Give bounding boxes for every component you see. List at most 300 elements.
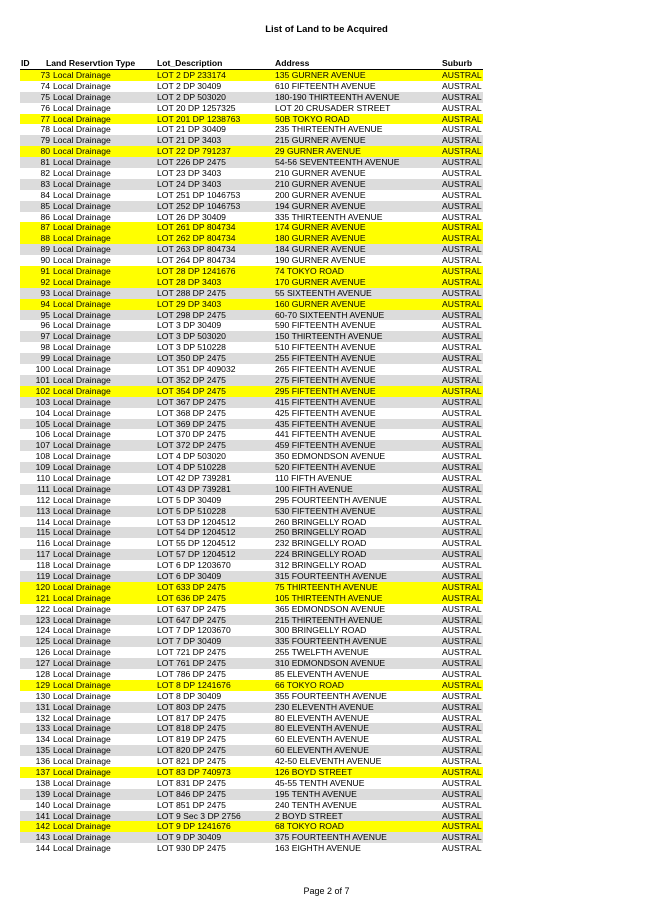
- cell-lot: LOT 3 DP 510228: [157, 342, 226, 353]
- cell-id: 141: [35, 810, 50, 821]
- cell-id: 92: [40, 276, 50, 287]
- cell-lot: LOT 54 DP 1204512: [157, 527, 236, 538]
- cell-type: Local Drainage: [53, 440, 111, 451]
- cell-address: 2 BOYD STREET: [275, 810, 343, 821]
- cell-lot: LOT 2 DP 30409: [157, 80, 222, 91]
- cell-lot: LOT 2 DP 233174: [157, 70, 226, 80]
- cell-id: 112: [36, 494, 50, 505]
- cell-type: Local Drainage: [53, 592, 111, 603]
- cell-suburb: AUSTRAL: [442, 244, 482, 255]
- page-number: Page 2 of 7: [303, 886, 350, 896]
- cell-lot: LOT 298 DP 2475: [157, 309, 226, 320]
- cell-address: 255 FIFTEENTH AVENUE: [275, 353, 376, 364]
- table-row: [20, 331, 483, 342]
- cell-id: 85: [40, 200, 50, 211]
- cell-type: Local Drainage: [53, 124, 111, 135]
- cell-id: 135: [35, 745, 50, 756]
- cell-type: Local Drainage: [53, 767, 111, 777]
- cell-suburb: AUSTRAL: [442, 276, 482, 287]
- cell-lot: LOT 28 DP 1241676: [157, 266, 236, 277]
- table-row: [20, 114, 483, 125]
- cell-address: 68 TOKYO ROAD: [275, 821, 344, 832]
- cell-type: Local Drainage: [53, 516, 111, 527]
- table-row: [20, 222, 483, 233]
- table-row: [20, 299, 483, 310]
- cell-suburb: AUSTRAL: [442, 483, 482, 494]
- table-row: [20, 789, 483, 800]
- cell-address: 160 GURNER AVENUE: [275, 298, 366, 309]
- cell-id: 144: [35, 843, 50, 854]
- cell-lot: LOT 4 DP 510228: [157, 462, 226, 473]
- table-row: [20, 658, 483, 669]
- cell-id: 126: [35, 647, 50, 658]
- cell-suburb: AUSTRAL: [442, 331, 482, 342]
- table-row: [20, 713, 483, 724]
- cell-address: 75 THIRTEENTH AVENUE: [275, 581, 378, 592]
- cell-lot: LOT 288 DP 2475: [157, 287, 226, 298]
- cell-address: 180-190 THIRTEENTH AVENUE: [275, 91, 400, 102]
- cell-address: 295 FOURTEENTH AVENUE: [275, 494, 387, 505]
- cell-lot: LOT 201 DP 1238763: [157, 113, 241, 124]
- table-row: [20, 527, 483, 538]
- cell-id: 143: [35, 832, 50, 843]
- cell-id: 109: [35, 462, 50, 473]
- cell-lot: LOT 28 DP 3403: [157, 276, 222, 287]
- cell-address: 105 THIRTEENTH AVENUE: [275, 592, 383, 603]
- cell-suburb: AUSTRAL: [442, 91, 482, 102]
- cell-type: Local Drainage: [53, 374, 111, 385]
- cell-address: 184 GURNER AVENUE: [275, 244, 366, 255]
- table-header: [20, 58, 483, 70]
- cell-address: 195 TENTH AVENUE: [275, 788, 357, 799]
- cell-lot: LOT 351 DP 409032: [157, 364, 236, 375]
- cell-address: 60-70 SIXTEENTH AVENUE: [275, 309, 385, 320]
- cell-lot: LOT 42 DP 739281: [157, 472, 231, 483]
- cell-lot: LOT 368 DP 2475: [157, 407, 226, 418]
- cell-address: 350 EDMONDSON AVENUE: [275, 451, 386, 462]
- cell-suburb: AUSTRAL: [442, 712, 482, 723]
- cell-type: Local Drainage: [53, 723, 111, 734]
- cell-address: 232 BRINGELLY ROAD: [275, 538, 367, 549]
- cell-address: 170 GURNER AVENUE: [275, 276, 366, 287]
- table-row: [20, 680, 483, 691]
- table-row: [20, 255, 483, 266]
- cell-type: Local Drainage: [53, 342, 111, 353]
- cell-lot: LOT 352 DP 2475: [157, 374, 226, 385]
- cell-address: 74 TOKYO ROAD: [275, 266, 344, 277]
- cell-lot: LOT 370 DP 2475: [157, 429, 226, 440]
- table-row: [20, 811, 483, 822]
- cell-lot: LOT 8 DP 1241676: [157, 679, 231, 690]
- cell-lot: LOT 21 DP 3403: [157, 135, 222, 146]
- cell-id: 90: [40, 255, 50, 266]
- cell-type: Local Drainage: [53, 102, 111, 113]
- cell-suburb: AUSTRAL: [442, 734, 482, 745]
- cell-id: 111: [36, 483, 50, 494]
- table-row: [20, 625, 483, 636]
- header-id: ID: [21, 58, 30, 68]
- cell-suburb: AUSTRAL: [442, 451, 482, 462]
- table-row: [20, 233, 483, 244]
- cell-lot: LOT 9 Sec 3 DP 2756: [157, 810, 241, 821]
- cell-type: Local Drainage: [53, 168, 111, 179]
- cell-type: Local Drainage: [53, 788, 111, 799]
- table-row: [20, 135, 483, 146]
- cell-suburb: AUSTRAL: [442, 374, 482, 385]
- cell-suburb: AUSTRAL: [442, 658, 482, 669]
- cell-lot: LOT 23 DP 3403: [157, 168, 222, 179]
- table-row: [20, 92, 483, 103]
- cell-type: Local Drainage: [53, 734, 111, 745]
- cell-address: 163 EIGHTH AVENUE: [275, 843, 361, 854]
- cell-id: 91: [40, 266, 50, 277]
- table-row: [20, 767, 483, 778]
- cell-id: 101: [35, 374, 50, 385]
- cell-type: Local Drainage: [53, 255, 111, 266]
- header-type: Land Reservtion Type: [46, 58, 136, 68]
- cell-type: Local Drainage: [53, 287, 111, 298]
- cell-type: Local Drainage: [53, 309, 111, 320]
- cell-address: 300 BRINGELLY ROAD: [275, 625, 367, 636]
- cell-address: 80 ELEVENTH AVENUE: [275, 712, 369, 723]
- cell-lot: LOT 367 DP 2475: [157, 396, 226, 407]
- cell-lot: LOT 372 DP 2475: [157, 440, 226, 451]
- cell-id: 79: [40, 135, 50, 146]
- table-row: [20, 506, 483, 517]
- cell-address: 335 THIRTEENTH AVENUE: [275, 211, 383, 222]
- cell-address: 194 GURNER AVENUE: [275, 200, 366, 211]
- cell-lot: LOT 55 DP 1204512: [157, 538, 236, 549]
- cell-id: 84: [40, 189, 50, 200]
- cell-id: 115: [36, 527, 50, 538]
- cell-address: 210 GURNER AVENUE: [275, 178, 366, 189]
- cell-address: 441 FIFTEENTH AVENUE: [275, 429, 376, 440]
- cell-suburb: AUSTRAL: [442, 287, 482, 298]
- cell-id: 94: [40, 298, 50, 309]
- cell-id: 142: [35, 821, 50, 832]
- cell-id: 97: [40, 331, 50, 342]
- cell-lot: LOT 350 DP 2475: [157, 353, 226, 364]
- cell-lot: LOT 6 DP 30409: [157, 570, 222, 581]
- cell-id: 116: [36, 538, 50, 549]
- cell-suburb: AUSTRAL: [442, 178, 482, 189]
- cell-type: Local Drainage: [53, 494, 111, 505]
- cell-id: 88: [40, 233, 50, 244]
- table-row: [20, 604, 483, 615]
- cell-lot: LOT 354 DP 2475: [157, 385, 226, 396]
- cell-address: 335 FOURTEENTH AVENUE: [275, 636, 387, 647]
- cell-type: Local Drainage: [53, 483, 111, 494]
- cell-suburb: AUSTRAL: [442, 211, 482, 222]
- cell-lot: LOT 817 DP 2475: [157, 712, 226, 723]
- cell-id: 103: [35, 396, 50, 407]
- cell-lot: LOT 3 DP 503020: [157, 331, 226, 342]
- table-row: [20, 691, 483, 702]
- cell-lot: LOT 53 DP 1204512: [157, 516, 236, 527]
- cell-suburb: AUSTRAL: [442, 799, 482, 810]
- cell-type: Local Drainage: [53, 451, 111, 462]
- cell-suburb: AUSTRAL: [442, 320, 482, 331]
- cell-address: 215 THIRTEENTH AVENUE: [275, 614, 383, 625]
- cell-suburb: AUSTRAL: [442, 516, 482, 527]
- cell-lot: LOT 21 DP 30409: [157, 124, 226, 135]
- table-row: [20, 756, 483, 767]
- cell-id: 83: [40, 178, 50, 189]
- cell-id: 120: [35, 581, 50, 592]
- cell-id: 132: [35, 712, 50, 723]
- cell-type: Local Drainage: [53, 211, 111, 222]
- cell-id: 105: [35, 418, 50, 429]
- cell-suburb: AUSTRAL: [442, 679, 482, 690]
- cell-lot: LOT 821 DP 2475: [157, 756, 226, 767]
- table-row: [20, 124, 483, 135]
- cell-lot: LOT 3 DP 30409: [157, 320, 222, 331]
- cell-type: Local Drainage: [53, 353, 111, 364]
- table-row: [20, 636, 483, 647]
- cell-id: 104: [35, 407, 50, 418]
- cell-suburb: AUSTRAL: [442, 549, 482, 560]
- cell-address: 610 FIFTEENTH AVENUE: [275, 80, 376, 91]
- cell-id: 80: [40, 146, 50, 157]
- cell-type: Local Drainage: [53, 70, 111, 80]
- cell-lot: LOT 43 DP 739281: [157, 483, 231, 494]
- cell-type: Local Drainage: [53, 745, 111, 756]
- cell-type: Local Drainage: [53, 821, 111, 832]
- cell-suburb: AUSTRAL: [442, 472, 482, 483]
- header-address: Address: [275, 58, 310, 68]
- table-row: [20, 702, 483, 713]
- cell-type: Local Drainage: [53, 472, 111, 483]
- cell-suburb: AUSTRAL: [442, 756, 482, 767]
- cell-id: 81: [40, 157, 50, 168]
- cell-suburb: AUSTRAL: [442, 429, 482, 440]
- cell-type: Local Drainage: [53, 636, 111, 647]
- table-row: [20, 473, 483, 484]
- cell-address: 215 GURNER AVENUE: [275, 135, 366, 146]
- cell-id: 96: [40, 320, 50, 331]
- cell-id: 124: [35, 625, 50, 636]
- cell-address: 240 TENTH AVENUE: [275, 799, 357, 810]
- cell-suburb: AUSTRAL: [442, 821, 482, 832]
- cell-type: Local Drainage: [53, 113, 111, 124]
- cell-lot: LOT 851 DP 2475: [157, 799, 226, 810]
- cell-type: Local Drainage: [53, 690, 111, 701]
- cell-suburb: AUSTRAL: [442, 614, 482, 625]
- cell-suburb: AUSTRAL: [442, 146, 482, 157]
- table-row: [20, 517, 483, 528]
- cell-type: Local Drainage: [53, 810, 111, 821]
- cell-address: 180 GURNER AVENUE: [275, 233, 366, 244]
- cell-id: 130: [35, 690, 50, 701]
- cell-suburb: AUSTRAL: [442, 124, 482, 135]
- table-row: [20, 745, 483, 756]
- cell-suburb: AUSTRAL: [442, 80, 482, 91]
- cell-suburb: AUSTRAL: [442, 157, 482, 168]
- cell-id: 137: [35, 767, 50, 777]
- table-row: [20, 320, 483, 331]
- cell-type: Local Drainage: [53, 200, 111, 211]
- cell-address: 54-56 SEVENTEENTH AVENUE: [275, 157, 400, 168]
- cell-lot: LOT 252 DP 1046753: [157, 200, 241, 211]
- cell-id: 139: [35, 788, 50, 799]
- cell-type: Local Drainage: [53, 668, 111, 679]
- cell-lot: LOT 57 DP 1204512: [157, 549, 236, 560]
- cell-id: 127: [35, 658, 50, 669]
- cell-suburb: AUSTRAL: [442, 690, 482, 701]
- cell-id: 110: [36, 472, 50, 483]
- cell-address: 50B TOKYO ROAD: [275, 113, 350, 124]
- table-row: [20, 70, 483, 81]
- cell-address: 60 ELEVENTH AVENUE: [275, 734, 369, 745]
- cell-suburb: AUSTRAL: [442, 592, 482, 603]
- cell-lot: LOT 262 DP 804734: [157, 233, 236, 244]
- cell-suburb: AUSTRAL: [442, 255, 482, 266]
- cell-address: 415 FIFTEENTH AVENUE: [275, 396, 376, 407]
- cell-address: 255 TWELFTH AVENUE: [275, 647, 369, 658]
- cell-suburb: AUSTRAL: [442, 560, 482, 571]
- cell-type: Local Drainage: [53, 364, 111, 375]
- cell-id: 74: [40, 80, 50, 91]
- cell-suburb: AUSTRAL: [442, 570, 482, 581]
- cell-address: 530 FIFTEENTH AVENUE: [275, 505, 376, 516]
- table-row: [20, 843, 483, 854]
- cell-suburb: AUSTRAL: [442, 189, 482, 200]
- cell-suburb: AUSTRAL: [442, 701, 482, 712]
- table-row: [20, 375, 483, 386]
- cell-id: 93: [40, 287, 50, 298]
- cell-suburb: AUSTRAL: [442, 527, 482, 538]
- cell-suburb: AUSTRAL: [442, 668, 482, 679]
- cell-id: 100: [35, 364, 50, 375]
- cell-type: Local Drainage: [53, 233, 111, 244]
- table-row: [20, 386, 483, 397]
- cell-id: 108: [35, 451, 50, 462]
- cell-suburb: AUSTRAL: [442, 407, 482, 418]
- cell-lot: LOT 818 DP 2475: [157, 723, 226, 734]
- cell-type: Local Drainage: [53, 625, 111, 636]
- table-row: [20, 571, 483, 582]
- cell-id: 136: [35, 756, 50, 767]
- table-row: [20, 201, 483, 212]
- table-row: [20, 244, 483, 255]
- cell-address: 435 FIFTEENTH AVENUE: [275, 418, 376, 429]
- cell-type: Local Drainage: [53, 549, 111, 560]
- cell-suburb: AUSTRAL: [442, 70, 482, 80]
- cell-suburb: AUSTRAL: [442, 494, 482, 505]
- cell-address: LOT 20 CRUSADER STREET: [275, 102, 391, 113]
- cell-type: Local Drainage: [53, 80, 111, 91]
- cell-suburb: AUSTRAL: [442, 353, 482, 364]
- cell-id: 99: [40, 353, 50, 364]
- cell-type: Local Drainage: [53, 603, 111, 614]
- cell-type: Local Drainage: [53, 570, 111, 581]
- cell-type: Local Drainage: [53, 320, 111, 331]
- cell-id: 106: [35, 429, 50, 440]
- cell-id: 86: [40, 211, 50, 222]
- cell-id: 82: [40, 168, 50, 179]
- cell-type: Local Drainage: [53, 407, 111, 418]
- cell-lot: LOT 647 DP 2475: [157, 614, 226, 625]
- cell-address: 29 GURNER AVENUE: [275, 146, 361, 157]
- cell-suburb: AUSTRAL: [442, 647, 482, 658]
- cell-id: 75: [40, 91, 50, 102]
- cell-lot: LOT 20 DP 1257325: [157, 102, 236, 113]
- cell-type: Local Drainage: [53, 146, 111, 157]
- cell-id: 107: [35, 440, 50, 451]
- cell-lot: LOT 846 DP 2475: [157, 788, 226, 799]
- cell-suburb: AUSTRAL: [442, 745, 482, 756]
- cell-type: Local Drainage: [53, 712, 111, 723]
- table-row: [20, 212, 483, 223]
- cell-suburb: AUSTRAL: [442, 505, 482, 516]
- cell-type: Local Drainage: [53, 266, 111, 277]
- cell-suburb: AUSTRAL: [442, 810, 482, 821]
- cell-type: Local Drainage: [53, 799, 111, 810]
- cell-type: Local Drainage: [53, 298, 111, 309]
- cell-id: 129: [35, 679, 50, 690]
- table-row: [20, 800, 483, 811]
- cell-id: 128: [35, 668, 50, 679]
- cell-address: 310 EDMONDSON AVENUE: [275, 658, 386, 669]
- cell-type: Local Drainage: [53, 756, 111, 767]
- cell-address: 295 FIFTEENTH AVENUE: [275, 385, 376, 396]
- cell-lot: LOT 6 DP 1203670: [157, 560, 231, 571]
- cell-id: 138: [35, 777, 50, 788]
- cell-type: Local Drainage: [53, 701, 111, 712]
- table-row: [20, 266, 483, 277]
- table-row: [20, 669, 483, 680]
- cell-type: Local Drainage: [53, 538, 111, 549]
- cell-suburb: AUSTRAL: [442, 625, 482, 636]
- table-row: [20, 582, 483, 593]
- table-row: [20, 277, 483, 288]
- cell-type: Local Drainage: [53, 244, 111, 255]
- table-row: [20, 364, 483, 375]
- cell-address: 312 BRINGELLY ROAD: [275, 560, 367, 571]
- table-row: [20, 495, 483, 506]
- cell-suburb: AUSTRAL: [442, 418, 482, 429]
- table-row: [20, 723, 483, 734]
- table-row: [20, 179, 483, 190]
- cell-address: 42-50 ELEVENTH AVENUE: [275, 756, 382, 767]
- cell-type: Local Drainage: [53, 843, 111, 854]
- cell-address: 200 GURNER AVENUE: [275, 189, 366, 200]
- cell-id: 87: [40, 222, 50, 233]
- table-row: [20, 647, 483, 658]
- cell-lot: LOT 636 DP 2475: [157, 592, 226, 603]
- cell-id: 125: [35, 636, 50, 647]
- cell-address: 425 FIFTEENTH AVENUE: [275, 407, 376, 418]
- cell-type: Local Drainage: [53, 331, 111, 342]
- cell-suburb: AUSTRAL: [442, 777, 482, 788]
- cell-address: 174 GURNER AVENUE: [275, 222, 366, 233]
- cell-type: Local Drainage: [53, 647, 111, 658]
- cell-suburb: AUSTRAL: [442, 364, 482, 375]
- cell-lot: LOT 226 DP 2475: [157, 157, 226, 168]
- table-row: [20, 538, 483, 549]
- cell-suburb: AUSTRAL: [442, 135, 482, 146]
- cell-address: 459 FIFTEENTH AVENUE: [275, 440, 376, 451]
- table-row: [20, 419, 483, 430]
- cell-type: Local Drainage: [53, 135, 111, 146]
- cell-address: 110 FIFTH AVENUE: [275, 472, 353, 483]
- cell-type: Local Drainage: [53, 91, 111, 102]
- table-row: [20, 310, 483, 321]
- cell-lot: LOT 9 DP 30409: [157, 832, 222, 843]
- cell-lot: LOT 26 DP 30409: [157, 211, 226, 222]
- cell-id: 122: [35, 603, 50, 614]
- cell-type: Local Drainage: [53, 832, 111, 843]
